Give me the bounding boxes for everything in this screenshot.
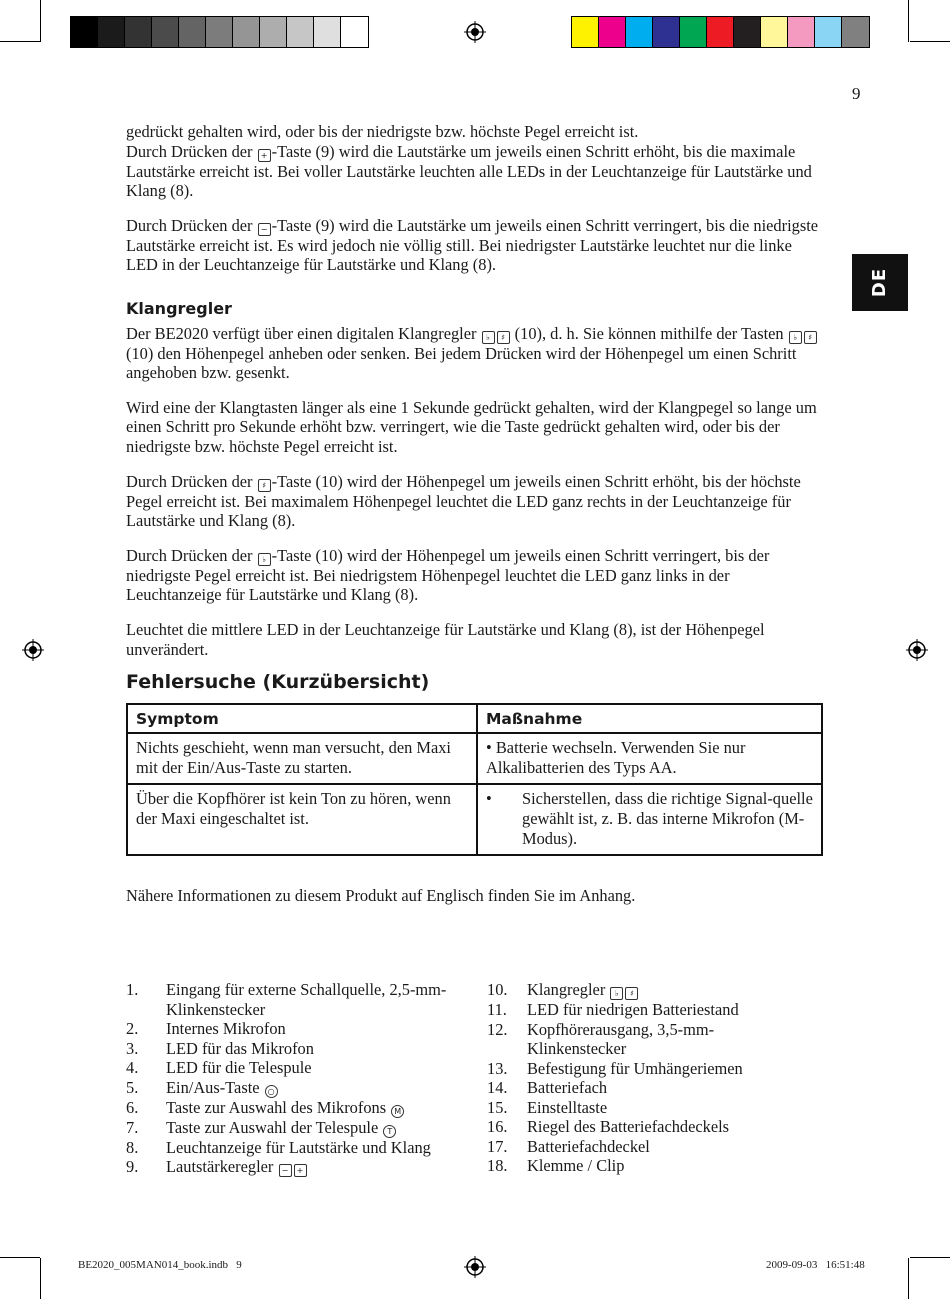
item-text: Einstelltaste <box>527 1097 608 1117</box>
legend-list-right <box>487 980 787 1176</box>
paragraph: Wird eine der Klangtasten länger als eine 1 Sekunde gedrückt gehalten, wird der Klangpegel so lange um einen Schritt pro Sekunde erhöht bzw. verringert, wie die Taste gedrückt gehalten wird, oder bis der niedrigste bzw. höchste Pegel erreicht ist. <box>126 397 817 456</box>
color-swatch <box>260 17 287 47</box>
color-swatch <box>572 17 599 47</box>
item-text: Eingang für externe Schallquelle, 2,5-mm-Klinkenstecker <box>166 980 447 1019</box>
item-number: 15. <box>487 1097 508 1117</box>
gray-scale-bar <box>70 16 369 48</box>
color-swatch <box>815 17 842 47</box>
item-text: LED für niedrigen Batteriestand <box>527 1000 739 1019</box>
list-item <box>487 980 787 1000</box>
tone-up-icon: ♯ <box>258 479 271 492</box>
item-text: Befestigung für Umhängeriemen <box>527 1058 743 1078</box>
item-text: Batteriefach <box>527 1078 608 1097</box>
color-swatch <box>842 17 869 47</box>
item-number: 8. <box>126 1137 139 1157</box>
tone-up-icon: ♯ <box>804 331 817 344</box>
item-text: Kopfhörerausgang, 3,5-mm-Klinkenstecker <box>527 1019 715 1058</box>
item-number: 12. <box>487 1019 508 1039</box>
crop-mark <box>40 0 41 42</box>
list-item <box>126 980 471 1019</box>
text: Durch Drücken der <box>126 471 257 491</box>
crop-mark <box>0 1257 40 1258</box>
paragraph <box>126 472 826 531</box>
column-header: Maßnahme <box>477 704 822 734</box>
item-number: 11. <box>487 1000 507 1019</box>
color-swatch <box>233 17 260 47</box>
item-text: Klangregler <box>527 980 606 999</box>
volume-up-icon: + <box>294 1164 307 1177</box>
color-swatch <box>98 17 125 47</box>
tone-up-icon: ♯ <box>625 987 638 1000</box>
legend-list-left <box>126 980 471 1177</box>
item-text: Klemme / Clip <box>527 1156 625 1175</box>
item-number: 4. <box>126 1058 139 1077</box>
volume-down-icon: − <box>258 223 271 236</box>
info-note: Nähere Informationen zu diesem Produkt auf Englisch finden Sie im Anhang. <box>126 886 636 905</box>
item-text: Leuchtanzeige für Lautstärke und Klang <box>166 1137 431 1157</box>
list-item <box>126 1157 471 1177</box>
item-number: 17. <box>487 1136 508 1156</box>
item-number: 10. <box>487 980 508 999</box>
text: Durch Drücken der <box>126 545 257 565</box>
color-swatch <box>71 17 98 47</box>
list-item <box>126 1019 471 1039</box>
text: -Taste (9) wird die Lautstärke um jeweils einen Schritt erhöht, bis die maximale Lautstärke erreicht ist. Bei voller Lautstärke leuchten alle LEDs in der Leuchtanzeige für Lautstärke und Klang (8). <box>126 141 812 201</box>
footer-file-info: BE2020_005MAN014_book.indb 9 <box>78 1259 242 1271</box>
tone-up-icon: ♯ <box>497 331 510 344</box>
table-row <box>127 784 822 855</box>
color-swatch <box>287 17 314 47</box>
item-number: 5. <box>126 1077 139 1097</box>
paragraph <box>126 216 826 275</box>
main-content <box>126 122 826 856</box>
item-number: 3. <box>126 1038 139 1058</box>
item-number: 13. <box>487 1058 508 1078</box>
color-swatch <box>707 17 734 47</box>
language-tab-label: DE <box>869 267 891 298</box>
crop-mark <box>0 41 40 42</box>
item-text: Lautstärkeregler <box>166 1157 274 1176</box>
registration-mark-icon <box>22 639 44 661</box>
text: Batterie wechseln. Verwenden Sie nur Alkalibatterien des Typs AA. <box>486 738 746 777</box>
bullet: • <box>486 789 492 809</box>
item-number: 16. <box>487 1117 508 1136</box>
crop-mark <box>910 41 950 42</box>
color-swatch <box>125 17 152 47</box>
list-item <box>126 1138 471 1158</box>
crop-mark <box>908 1258 909 1299</box>
table-header-row <box>127 704 822 734</box>
color-swatch <box>599 17 626 47</box>
list-item <box>487 1137 787 1157</box>
item-text: LED für das Mikrofon <box>166 1038 314 1058</box>
list-item <box>487 1156 787 1176</box>
text: (10) den Höhenpegel anheben oder senken. Bei jedem Drücken wird der Höhenpegel um einen Schritt angehoben bzw. gesenkt. <box>126 343 797 383</box>
telecoil-icon: T <box>383 1125 396 1138</box>
table-row <box>127 733 822 784</box>
symptom-cell: Über die Kopfhörer ist kein Ton zu hören, wenn der Maxi eingeschaltet ist. <box>127 784 477 855</box>
item-text: Riegel des Batteriefachdeckels <box>527 1117 730 1136</box>
color-swatch <box>179 17 206 47</box>
item-number: 14. <box>487 1078 508 1097</box>
text: Durch Drücken der <box>126 141 257 161</box>
paragraph <box>126 142 826 201</box>
color-swatch <box>734 17 761 47</box>
color-swatch <box>152 17 179 47</box>
text: -Taste (9) wird die Lautstärke um jeweils einen Schritt verringert, bis die niedrigste Lautstärke erreicht ist. Es wird jedoch nie völlig still. Bei niedrigster Lautstärke leuchtet nur die linke LED in der Leuchtanzeige für Lautstärke und Klang (8). <box>126 215 819 275</box>
registration-mark-icon <box>464 1256 486 1278</box>
list-item <box>126 1118 471 1138</box>
list-item <box>487 1078 787 1098</box>
paragraph <box>126 122 826 142</box>
volume-up-icon: + <box>258 149 271 162</box>
section-heading: Klangregler <box>126 298 232 318</box>
color-swatch <box>680 17 707 47</box>
item-number: 6. <box>126 1097 139 1117</box>
item-number: 7. <box>126 1117 139 1137</box>
list-item <box>126 1098 471 1118</box>
paragraph: Leuchtet die mittlere LED in der Leuchtanzeige für Lautstärke und Klang (8), ist der Höhenpegel unverändert. <box>126 619 765 659</box>
tone-down-icon: ♭ <box>482 331 495 344</box>
color-swatch <box>314 17 341 47</box>
action-cell <box>477 733 822 784</box>
color-swatch <box>341 17 368 47</box>
list-item <box>487 1059 787 1079</box>
bullet: • <box>486 738 492 758</box>
list-item <box>487 1000 787 1020</box>
item-text: Taste zur Auswahl des Mikrofons <box>166 1097 387 1117</box>
text: Der BE2020 verfügt über einen digitalen Klangregler <box>126 323 481 343</box>
item-text: Batteriefachdeckel <box>527 1136 650 1156</box>
paragraph <box>126 324 826 383</box>
list-item <box>487 1020 787 1059</box>
item-number: 18. <box>487 1156 508 1175</box>
language-tab <box>852 254 908 311</box>
paragraph <box>126 546 826 605</box>
color-swatch <box>653 17 680 47</box>
page-number: 9 <box>852 84 861 103</box>
color-bar <box>571 16 870 48</box>
tone-down-icon: ♭ <box>610 987 623 1000</box>
section-heading: Fehlersuche (Kurzübersicht) <box>126 671 430 694</box>
registration-mark-icon <box>906 639 928 661</box>
text: Sicherstellen, dass die richtige Signal-quelle gewählt ist, z. B. das interne Mikrofon (M-Modus). <box>522 789 813 848</box>
item-number: 1. <box>126 980 139 999</box>
crop-mark <box>910 1257 950 1258</box>
column-header: Symptom <box>127 704 477 734</box>
symptom-cell: Nichts geschieht, wenn man versucht, den Maxi mit der Ein/Aus-Taste zu starten. <box>127 733 477 784</box>
power-icon: ○ <box>265 1085 278 1098</box>
item-text: Ein/Aus-Taste <box>166 1077 260 1097</box>
text: (10), d. h. Sie können mithilfe der Tasten <box>510 323 788 343</box>
item-text: LED für die Telespule <box>166 1058 312 1077</box>
troubleshooting-table <box>126 703 823 857</box>
color-swatch <box>626 17 653 47</box>
color-swatch <box>761 17 788 47</box>
list-item <box>126 1078 471 1098</box>
volume-down-icon: − <box>279 1164 292 1177</box>
tone-down-icon: ♭ <box>258 553 271 566</box>
item-text: Taste zur Auswahl der Telespule <box>166 1117 379 1137</box>
text: Durch Drücken der <box>126 215 257 235</box>
item-number: 9. <box>126 1157 139 1176</box>
registration-mark-icon <box>464 21 486 43</box>
item-text: Internes Mikrofon <box>166 1019 286 1038</box>
action-cell <box>477 784 822 855</box>
text: gedrückt gehalten wird, oder bis der niedrigste bzw. höchste Pegel erreicht ist. <box>126 122 639 141</box>
color-swatch <box>206 17 233 47</box>
crop-mark <box>40 1258 41 1299</box>
microphone-icon: M <box>391 1105 404 1118</box>
text: -Taste (10) wird der Höhenpegel um jeweils einen Schritt erhöht, bis der höchste Pegel erreicht ist. Bei maximalem Höhenpegel leuchtet die LED ganz rechts in der Leuchtanzeige für Lautstärke und Klang (8). <box>126 471 801 531</box>
text: -Taste (10) wird der Höhenpegel um jeweils einen Schritt verringert, bis der niedrigste Pegel erreicht ist. Bei niedrigstem Höhenpegel leuchtet die LED ganz links in der Leuchtanzeige für Lautstärke und Klang (8). <box>126 545 770 605</box>
crop-mark <box>908 0 909 42</box>
list-item <box>126 1058 471 1078</box>
tone-down-icon: ♭ <box>789 331 802 344</box>
color-swatch <box>788 17 815 47</box>
list-item <box>126 1039 471 1059</box>
item-number: 2. <box>126 1019 139 1038</box>
footer-timestamp: 2009-09-03 16:51:48 <box>766 1259 865 1271</box>
list-item <box>487 1117 787 1137</box>
list-item <box>487 1098 787 1118</box>
